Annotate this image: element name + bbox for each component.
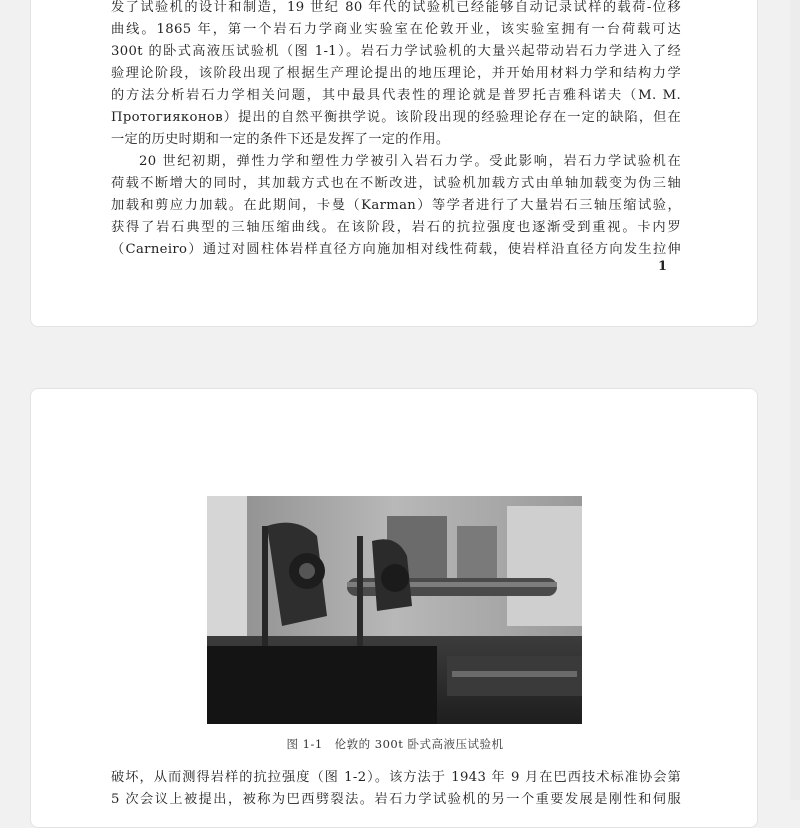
figure-caption: 图 1-1 伦敦的 300t 卧式高液压试验机	[286, 737, 504, 751]
text-line: 20 世纪初期，弹性力学和塑性力学被引入岩石力学。受此影响，岩石力学试验机在	[139, 154, 681, 169]
text-line: 获得了岩石典型的三轴压缩曲线。在该阶段，岩石的抗拉强度也逐渐受到重视。卡内罗	[111, 220, 681, 235]
text-line: 加载和剪应力加载。在此期间，卡曼（Karman）等学者进行了大量岩石三轴压缩试验，	[111, 198, 681, 213]
text-line: 发了试验机的设计和制造，19 世纪 80 年代的试验机已经能够自动记录试样的载荷-位移	[111, 0, 681, 15]
text-line: 破坏，从而测得岩样的抗拉强度（图 1-2）。该方法于 1943 年 9 月在巴西技术标准协会第	[111, 770, 681, 785]
text-line: 曲线。1865 年，第一个岩石力学商业实验室在伦敦开业，该实验室拥有一台荷载可达	[111, 22, 681, 37]
document-page-2	[30, 388, 758, 828]
paragraph-3	[111, 767, 681, 811]
text-line: （Carneiro）通过对圆柱体岩样直径方向施加相对线性荷载，使岩样沿直径方向发生拉伸	[111, 242, 681, 257]
machine-photo-illustration	[207, 496, 582, 724]
document-page-1	[30, 0, 758, 327]
text-line: 300t 的卧式高液压试验机（图 1-1）。岩石力学试验机的大量兴起带动岩石力学进入了经	[111, 44, 681, 59]
text-line: 的方法分析岩石力学相关问题，其中最具代表性的理论就是普罗托吉雅科诺夫（M. M.	[111, 88, 681, 103]
text-line: 验理论阶段，该阶段出现了根据生产理论提出的地压理论，并开始用材料力学和结构力学	[111, 66, 681, 81]
page-number: 1	[657, 259, 667, 274]
text-line: 荷载不断增大的同时，其加载方式也在不断改进，试验机加载方式由单轴加载变为伪三轴	[111, 176, 681, 191]
scrollbar[interactable]	[790, 0, 800, 800]
text-line: 5 次会议上被提出，被称为巴西劈裂法。岩石力学试验机的另一个重要发展是刚性和伺服	[111, 792, 681, 807]
paragraph-1	[111, 0, 681, 151]
figure-photo-testing-machine	[207, 496, 582, 724]
text-line: 一定的历史时期和一定的条件下还是发挥了一定的作用。	[111, 132, 450, 147]
paragraph-2	[111, 151, 681, 261]
text-line: Протогияконов）提出的自然平衡拱学说。该阶段出现的经验理论存在一定的缺陷，但在	[111, 110, 681, 125]
